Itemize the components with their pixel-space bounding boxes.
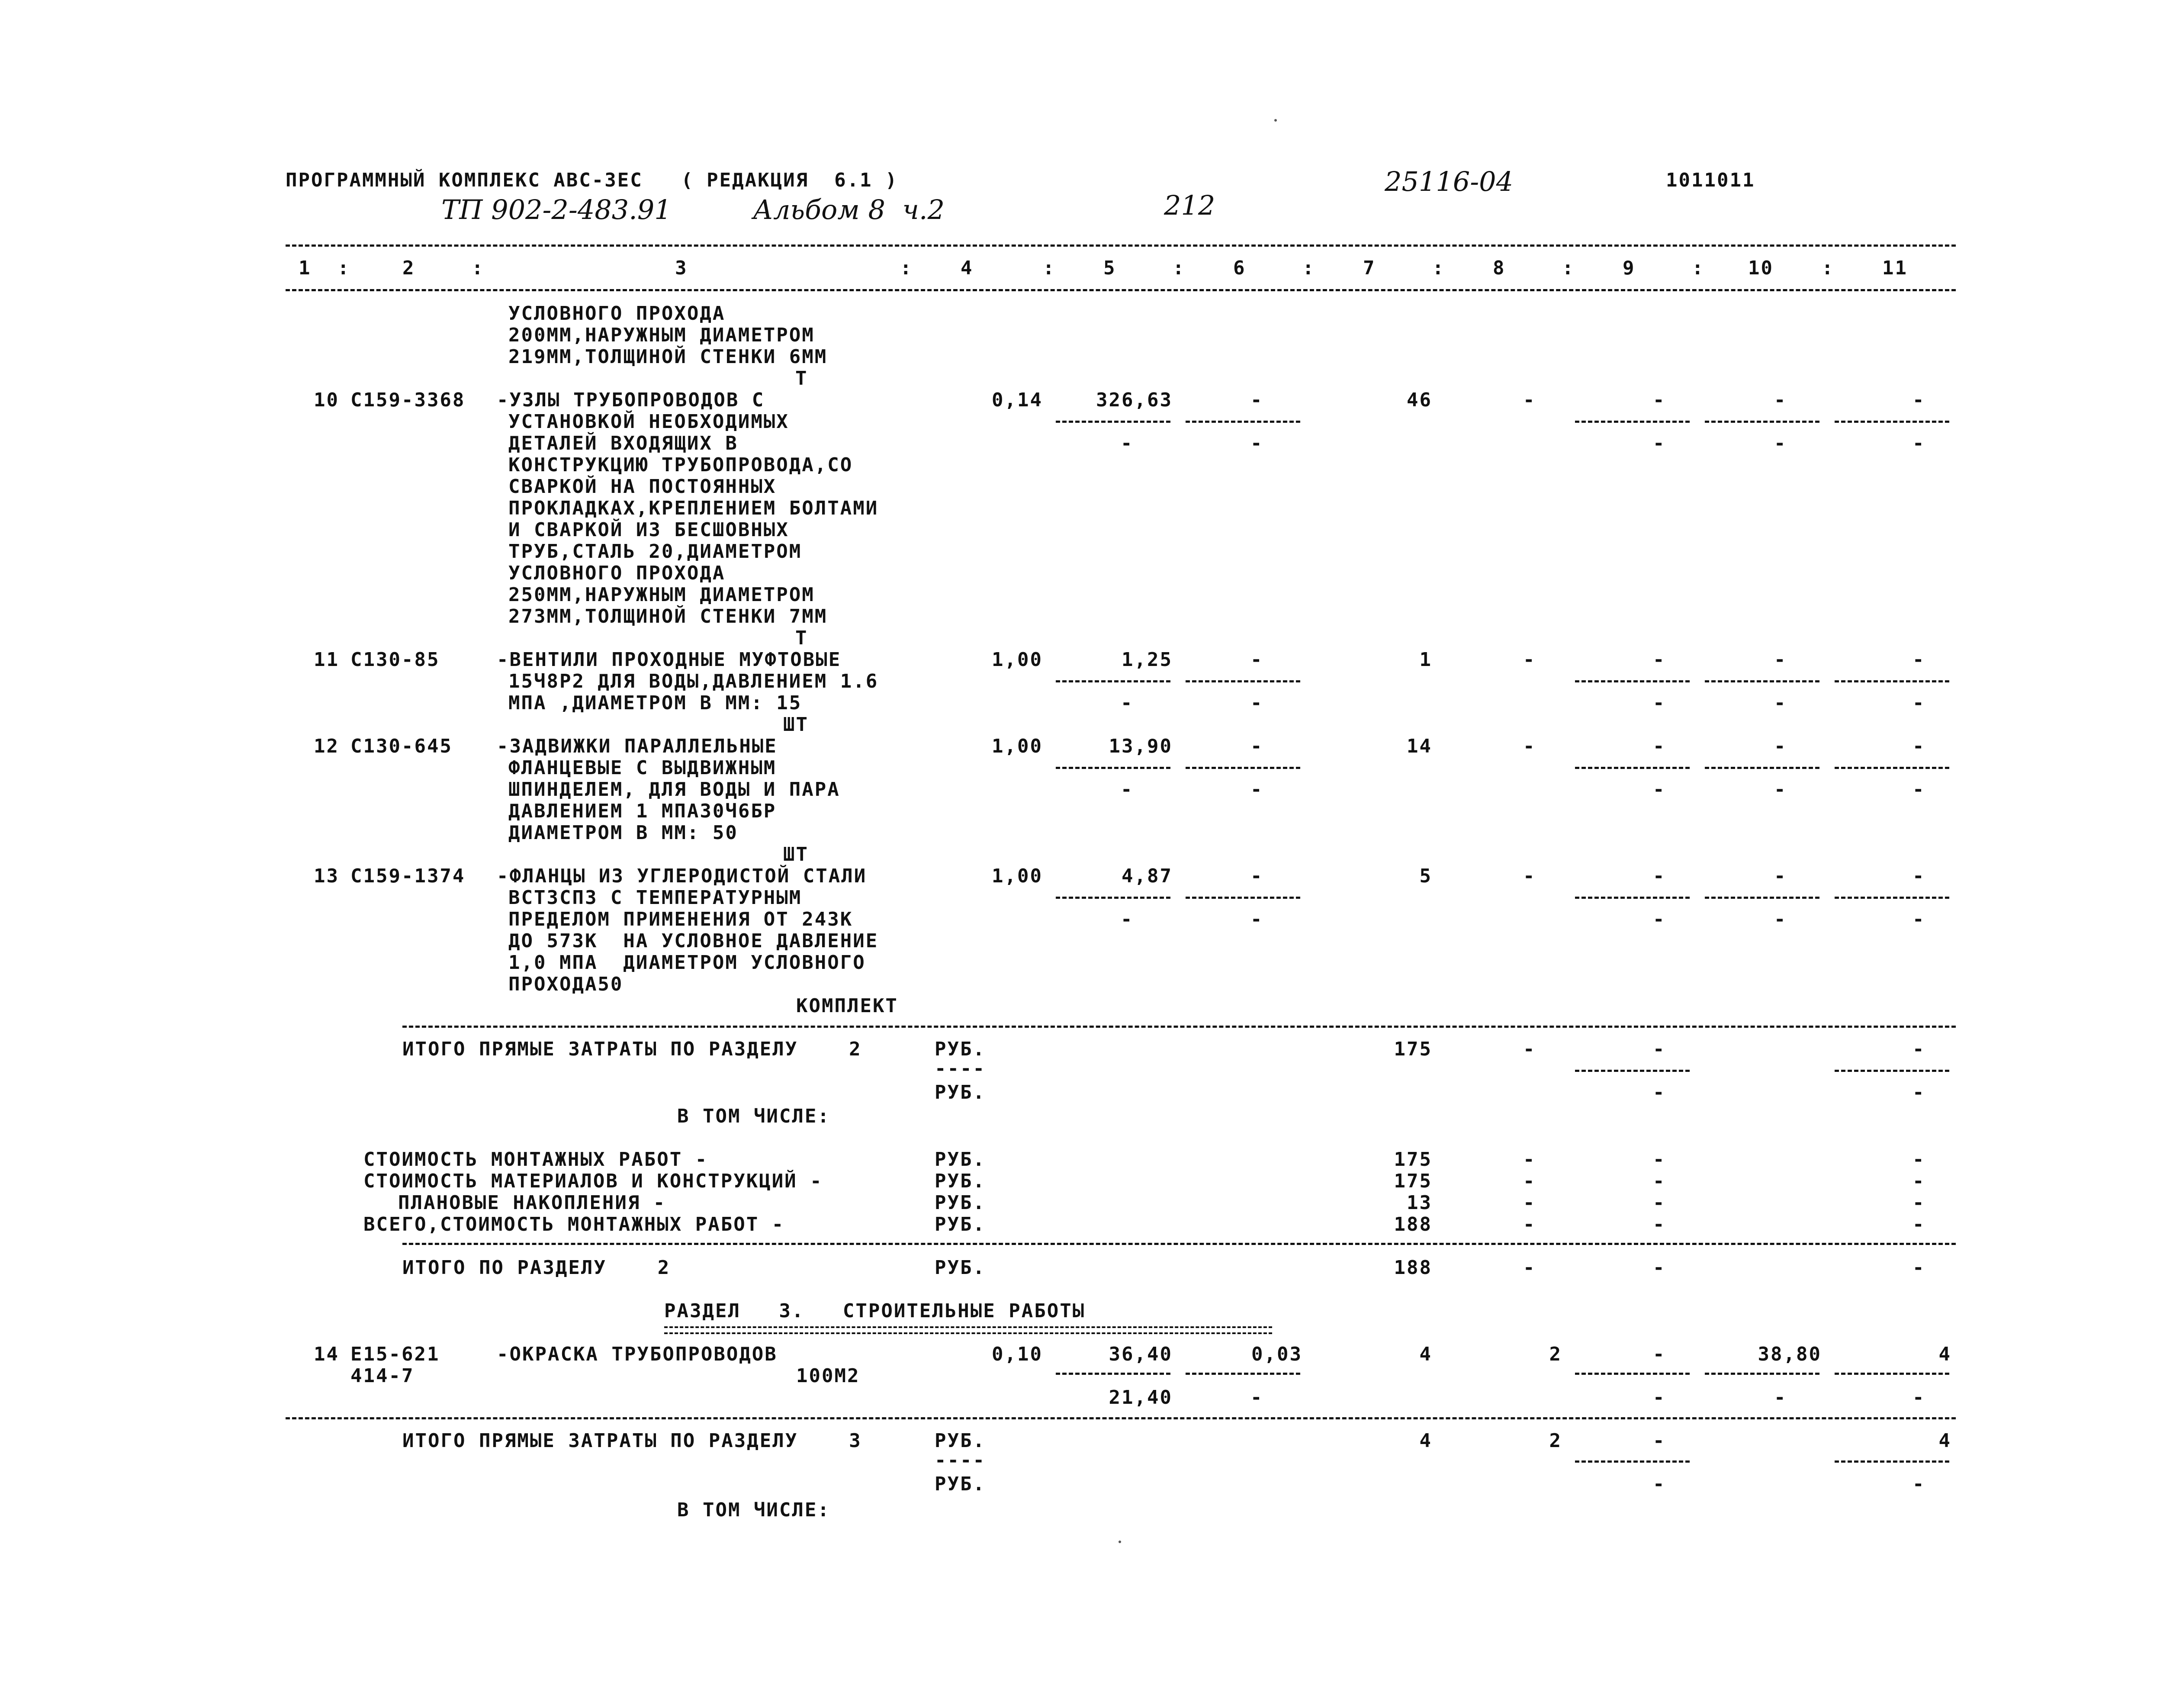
cell-value: - [1912, 649, 1925, 671]
cell-value: - [1774, 432, 1787, 454]
cell-value: - [1653, 1148, 1666, 1171]
section-heading: РАЗДЕЛ 3. СТРОИТЕЛЬНЫЕ РАБОТЫ [664, 1300, 1086, 1322]
subtotal-rule [1835, 421, 1949, 423]
cell-value: - [1774, 389, 1787, 411]
scan-speck [1274, 119, 1277, 122]
cell-value: 38,80 [1758, 1343, 1822, 1365]
item-number: 12 [314, 735, 339, 757]
item-number: 11 [314, 649, 339, 671]
description-line: ТРУБ,СТАЛЬ 20,ДИАМЕТРОМ [508, 540, 802, 563]
cell-value: 4 [1938, 1343, 1951, 1365]
cell-value: - [1523, 1148, 1536, 1171]
total-cost-value: 4 [1419, 1343, 1432, 1365]
subtotal-rule [1056, 421, 1170, 423]
album-reference: Альбом 8 ч.2 [753, 194, 945, 225]
cell-value: - [1653, 432, 1666, 454]
total-cost-value: 188 [1394, 1213, 1432, 1235]
cell-value: - [1653, 1343, 1666, 1365]
subtotal-rule [1705, 767, 1819, 769]
item-code: С130-645 [350, 735, 453, 757]
breakdown-label: СТОИМОСТЬ МАТЕРИАЛОВ И КОНСТРУКЦИЙ - [363, 1170, 823, 1192]
subtotal-rule [1186, 680, 1300, 682]
subtotal-rule [1575, 897, 1690, 899]
cell-value: - [1523, 1038, 1536, 1060]
document-code: 25116-04 [1385, 166, 1514, 197]
cell-value: - [1121, 908, 1134, 930]
description-line: -УЗЛЫ ТРУБОПРОВОДОВ С [497, 389, 765, 411]
currency-label: РУБ. [935, 1257, 986, 1279]
unit-label: КОМПЛЕКТ [796, 995, 898, 1017]
column-3: 3 [675, 257, 688, 279]
cell-value: 0,03 [1251, 1343, 1302, 1365]
description-line: ФЛАНЦЕВЫЕ С ВЫДВИЖНЫМ [508, 757, 777, 779]
subtotal-rule [1056, 1373, 1170, 1375]
subtotal-rule [1056, 897, 1170, 899]
currency-label: РУБ. [935, 1038, 986, 1060]
column-5: 5 [1103, 257, 1116, 279]
description-line: ДАВЛЕНИЕМ 1 МПА30Ч6БР [508, 800, 777, 822]
subtotal-rule [1186, 767, 1300, 769]
description-line: -ФЛАНЦЫ ИЗ УГЛЕРОДИСТОЙ СТАЛИ [497, 865, 867, 887]
cell-value: - [1250, 1386, 1263, 1409]
item-code: С159-1374 [350, 865, 466, 887]
unit-cost-value: 36,40 [1109, 1343, 1173, 1365]
cell-value: - [1912, 908, 1925, 930]
item-number: 13 [314, 865, 339, 887]
subtotal-rule [1056, 767, 1170, 769]
cell-value: - [1250, 389, 1263, 411]
description-line: СВАРКОЙ НА ПОСТОЯННЫХ [508, 476, 777, 498]
tp-reference: ТП 902-2-483.91 [441, 194, 672, 225]
column-separator: : [338, 257, 350, 279]
cell-value: - [1653, 1192, 1666, 1214]
including-label: В ТОМ ЧИСЛЕ: [677, 1499, 830, 1521]
column-10: 10 [1748, 257, 1774, 279]
unit-cost-value: 326,63 [1096, 389, 1173, 411]
description-line: -ВЕНТИЛИ ПРОХОДНЫЕ МУФТОВЫЕ [497, 649, 842, 671]
subtotal-rule [1835, 897, 1949, 899]
cell-value: 4 [1938, 1430, 1951, 1452]
subtotal-rule [1575, 421, 1690, 423]
cell-value: - [1653, 389, 1666, 411]
cell-value: - [1912, 1038, 1925, 1060]
currency-label: РУБ. [935, 1148, 986, 1171]
subtotal-rule [1056, 680, 1170, 682]
cell-value: - [1653, 865, 1666, 887]
total-cost-value: 14 [1407, 735, 1432, 757]
cell-value: - [1250, 778, 1263, 801]
column-4: 4 [961, 257, 974, 279]
description-line: УСТАНОВКОЙ НЕОБХОДИМЫХ [508, 411, 789, 433]
column-separator: : [472, 257, 485, 279]
cell-value: - [1774, 1386, 1787, 1409]
section-total-label: ИТОГО ПРЯМЫЕ ЗАТРАТЫ ПО РАЗДЕЛУ 3 [402, 1430, 862, 1452]
currency-label: РУБ. [935, 1192, 986, 1214]
program-title: ПРОГРАММНЫЙ КОМПЛЕКС АВС-3ЕС ( РЕДАКЦИЯ 6.1 ) [286, 169, 898, 191]
column-separator: : [1562, 257, 1575, 279]
cell-value: - [1523, 1257, 1536, 1279]
column-8: 8 [1493, 257, 1506, 279]
cell-value: - [1121, 778, 1134, 801]
description-line: УСЛОВНОГО ПРОХОДА [508, 562, 726, 584]
cell-value: - [1121, 692, 1134, 714]
cell-value: - [1653, 735, 1666, 757]
column-7: 7 [1363, 257, 1376, 279]
description-line: КОНСТРУКЦИЮ ТРУБОПРОВОДА,СО [508, 454, 853, 476]
item-code-secondary: 414-7 [350, 1365, 415, 1387]
cell-value: - [1653, 1257, 1666, 1279]
section-total-rule [402, 1243, 1956, 1245]
description-line: МПА ,ДИАМЕТРОМ В ММ: 15 [508, 692, 802, 714]
description-line: -ОКРАСКА ТРУБОПРОВОДОВ [497, 1343, 778, 1365]
column-separator: : [1822, 257, 1835, 279]
quantity-value: 1,00 [992, 649, 1043, 671]
cell-value: - [1912, 1081, 1925, 1103]
cell-value: - [1653, 778, 1666, 801]
scan-speck [1119, 1541, 1121, 1543]
cell-value: - [1250, 865, 1263, 887]
column-separator: : [1432, 257, 1445, 279]
cell-value: - [1774, 778, 1787, 801]
cell-value: - [1653, 692, 1666, 714]
cell-value: - [1653, 1170, 1666, 1192]
cell-value: - [1912, 389, 1925, 411]
subtotal-rule [1575, 1460, 1690, 1463]
cell-value: - [1774, 908, 1787, 930]
description-line: ВСТ3СП3 С ТЕМПЕРАТУРНЫМ [508, 887, 802, 909]
currency-label: РУБ. [935, 1473, 986, 1495]
cell-value: - [1912, 1386, 1925, 1409]
item-number: 14 [314, 1343, 339, 1365]
subtotal-rule [1186, 421, 1300, 423]
total-cost-value: 4 [1419, 1430, 1432, 1452]
description-line: ДЕТАЛЕЙ ВХОДЯЩИХ В [508, 432, 738, 454]
breakdown-label: ПЛАНОВЫЕ НАКОПЛЕНИЯ - [398, 1192, 666, 1214]
cell-value: - [1523, 1192, 1536, 1214]
cell-value: - [1250, 692, 1263, 714]
unit-cost-value: 4,87 [1122, 865, 1173, 887]
cell-value: - [1653, 1386, 1666, 1409]
item-number: 10 [314, 389, 339, 411]
cell-value: - [1912, 778, 1925, 801]
item-code: С159-3368 [350, 389, 466, 411]
item-code: Е15-621 [350, 1343, 440, 1365]
item-code: С130-85 [350, 649, 440, 671]
including-label: В ТОМ ЧИСЛЕ: [677, 1105, 830, 1127]
unit-cost-value: 21,40 [1109, 1386, 1173, 1409]
section-total-rule [286, 1417, 1956, 1419]
cell-value: - [1912, 735, 1925, 757]
unit-label: ШТ [783, 843, 809, 865]
description-line: 273ММ,ТОЛЩИНОЙ СТЕНКИ 7ММ [508, 605, 828, 627]
column-separator: : [1692, 257, 1705, 279]
subtotal-rule [1835, 1460, 1949, 1463]
total-cost-value: 46 [1407, 389, 1432, 411]
cell-value: - [1912, 432, 1925, 454]
unit-label: Т [795, 367, 808, 389]
subtotal-rule [1835, 1070, 1949, 1072]
unit-cost-value: 1,25 [1122, 649, 1173, 671]
description-line: 250ММ,НАРУЖНЫМ ДИАМЕТРОМ [508, 584, 815, 606]
cell-value: - [1653, 908, 1666, 930]
cell-value: - [1912, 865, 1925, 887]
total-cost-value: 175 [1394, 1038, 1432, 1060]
cell-value: - [1774, 865, 1787, 887]
description-line: 219ММ,ТОЛЩИНОЙ СТЕНКИ 6ММ [508, 346, 828, 368]
cell-value: - [1653, 1038, 1666, 1060]
subtotal-rule [1705, 897, 1819, 899]
subtotal-rule [1705, 421, 1819, 423]
column-2: 2 [402, 257, 415, 279]
cell-value: - [1523, 1170, 1536, 1192]
section-grand-total-label: ИТОГО ПО РАЗДЕЛУ 2 [402, 1257, 671, 1279]
cell-value: 2 [1549, 1343, 1562, 1365]
currency-dash: ---- [935, 1449, 986, 1471]
cell-value: - [1653, 649, 1666, 671]
cell-value: - [1774, 735, 1787, 757]
subtotal-rule [1835, 680, 1949, 682]
cell-value: - [1653, 1430, 1666, 1452]
cell-value: - [1912, 1213, 1925, 1235]
subtotal-rule [1186, 1373, 1300, 1375]
description-line: -ЗАДВИЖКИ ПАРАЛЛЕЛЬНЫЕ [497, 735, 778, 757]
cell-value: - [1912, 1257, 1925, 1279]
description-line: И СВАРКОЙ ИЗ БЕСШОВНЫХ [508, 519, 789, 541]
subtotal-rule [1835, 1373, 1949, 1375]
cell-value: - [1912, 1192, 1925, 1214]
description-line: УСЛОВНОГО ПРОХОДА [508, 302, 726, 325]
quantity-value: 0,10 [992, 1343, 1043, 1365]
cell-value: - [1250, 908, 1263, 930]
cell-value: - [1912, 1170, 1925, 1192]
description-line: ПРЕДЕЛОМ ПРИМЕНЕНИЯ ОТ 243К [508, 908, 853, 930]
cell-value: - [1653, 1081, 1666, 1103]
total-cost-value: 175 [1394, 1148, 1432, 1171]
description-line: ДИАМЕТРОМ В ММ: 50 [508, 822, 738, 844]
column-1: 1 [299, 257, 312, 279]
section-total-rule [402, 1026, 1956, 1028]
cell-value: - [1912, 1473, 1925, 1495]
subtotal-rule [1705, 1373, 1819, 1375]
subtotal-rule [1575, 680, 1690, 682]
subtotal-rule [1575, 1070, 1690, 1072]
cell-value: - [1653, 1473, 1666, 1495]
quantity-value: 1,00 [992, 865, 1043, 887]
quantity-value: 0,14 [992, 389, 1043, 411]
section-heading-underline [664, 1326, 1272, 1334]
subtotal-rule [1575, 1373, 1690, 1375]
cell-value: - [1912, 692, 1925, 714]
quantity-value: 1,00 [992, 735, 1043, 757]
description-line: 15Ч8Р2 ДЛЯ ВОДЫ,ДАВЛЕНИЕМ 1.6 [508, 670, 879, 692]
unit-label: 100М2 [796, 1365, 860, 1387]
description-line: 200ММ,НАРУЖНЫМ ДИАМЕТРОМ [508, 324, 815, 346]
cell-value: - [1912, 1148, 1925, 1171]
unit-label: Т [795, 627, 808, 649]
cell-value: - [1523, 389, 1536, 411]
column-6: 6 [1233, 257, 1246, 279]
description-line: ПРОКЛАДКАХ,КРЕПЛЕНИЕМ БОЛТАМИ [508, 497, 879, 519]
description-line: ШПИНДЕЛЕМ, ДЛЯ ВОДЫ И ПАРА [508, 778, 840, 801]
column-separator: : [1302, 257, 1315, 279]
breakdown-label: ВСЕГО,СТОИМОСТЬ МОНТАЖНЫХ РАБОТ - [363, 1213, 785, 1235]
breakdown-label: СТОИМОСТЬ МОНТАЖНЫХ РАБОТ - [363, 1148, 708, 1171]
column-11: 11 [1882, 257, 1908, 279]
header-bottom-rule [286, 289, 1956, 291]
cell-value: - [1250, 432, 1263, 454]
currency-dash: ---- [935, 1058, 986, 1080]
total-cost-value: 175 [1394, 1170, 1432, 1192]
cell-value: - [1774, 649, 1787, 671]
subtotal-rule [1575, 767, 1690, 769]
cell-value: - [1523, 1213, 1536, 1235]
currency-label: РУБ. [935, 1081, 986, 1103]
cell-value: - [1523, 865, 1536, 887]
currency-label: РУБ. [935, 1170, 986, 1192]
cell-value: - [1250, 735, 1263, 757]
currency-label: РУБ. [935, 1430, 986, 1452]
page-number: 212 [1164, 190, 1215, 221]
cell-value: - [1121, 432, 1134, 454]
total-cost-value: 5 [1419, 865, 1432, 887]
column-9: 9 [1623, 257, 1636, 279]
subtotal-rule [1835, 767, 1949, 769]
currency-label: РУБ. [935, 1213, 986, 1235]
total-cost-value: 1 [1419, 649, 1432, 671]
unit-label: ШТ [783, 714, 809, 736]
cell-value: 2 [1549, 1430, 1562, 1452]
cell-value: - [1653, 1213, 1666, 1235]
column-separator: : [1173, 257, 1186, 279]
subtotal-rule [1186, 897, 1300, 899]
header-top-rule [286, 244, 1956, 247]
section-total-label: ИТОГО ПРЯМЫЕ ЗАТРАТЫ ПО РАЗДЕЛУ 2 [402, 1038, 862, 1060]
subtotal-rule [1705, 680, 1819, 682]
document-number: 1011011 [1666, 169, 1755, 191]
cell-value: - [1523, 735, 1536, 757]
description-line: ПРОХОДА50 [508, 973, 624, 995]
column-separator: : [1043, 257, 1056, 279]
cell-value: - [1774, 692, 1787, 714]
column-separator: : [900, 257, 913, 279]
cell-value: - [1250, 649, 1263, 671]
unit-cost-value: 13,90 [1109, 735, 1173, 757]
description-line: ДО 573К НА УСЛОВНОЕ ДАВЛЕНИЕ [508, 930, 879, 952]
description-line: 1,0 МПА ДИАМЕТРОМ УСЛОВНОГО [508, 952, 866, 974]
total-cost-value: 188 [1394, 1257, 1432, 1279]
cell-value: - [1523, 649, 1536, 671]
total-cost-value: 13 [1407, 1192, 1432, 1214]
